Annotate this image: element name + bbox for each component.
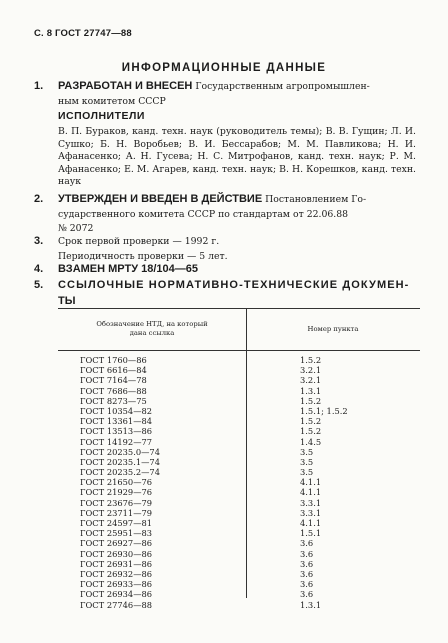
item-5-heading: ССЫЛОЧНЫЕ НОРМАТИВНО-ТЕХНИЧЕСКИЕ ДОКУМЕН- [58, 279, 410, 291]
table-cell-document: ГОСТ 23676—79 [80, 497, 153, 508]
table-cell-item: 4.1.1 [300, 518, 322, 528]
table-cell-item: 3.6 [300, 558, 314, 569]
table-cell-document: ГОСТ 1760—86 [80, 355, 147, 365]
table-cell-document: ГОСТ 20235.2—74 [80, 467, 160, 478]
table-header-document [58, 320, 246, 338]
item-1-number: 1. [34, 80, 44, 92]
executors-list: В. П. Бураков, канд. техн. наук (руководитель темы); В. В. Гущин; Л. И. Сушко; Б. Н. Воробьев; В. И. Бессарабов; М. М. Павликова; Н. И. Афанасенко; А. Н. Гусева; Н. С. Митрофанов, канд. техн. наук; Р. М. Афанасенко; Е. М. Агарев, канд. техн. наук; В. Н. Корешков, канд. техн. наук [58, 126, 416, 188]
table-cell-document: ГОСТ 21929—76 [80, 487, 153, 498]
item-1-heading: РАЗРАБОТАН И ВНЕСЕН [58, 80, 193, 92]
table-cell-item: 3.3.1 [300, 507, 322, 518]
table-cell-item: 3.2.1 [300, 375, 322, 386]
item-5-number: 5. [34, 279, 44, 291]
table-cell-document: ГОСТ 20235.1—74 [80, 456, 160, 467]
table-cell-document: ГОСТ 23711—79 [80, 507, 153, 518]
section-title: ИНФОРМАЦИОННЫЕ ДАННЫЕ [121, 62, 327, 74]
item-1-text: Государственным агропромышлен- [195, 81, 370, 92]
table-column-divider [246, 308, 247, 598]
table-header-border [58, 350, 420, 351]
table-cell-document: ГОСТ 26934—86 [80, 589, 153, 600]
table-header-document-line2: дана ссылка [129, 329, 175, 337]
item-3-line2: Периодичность проверки — 5 лет. [58, 250, 228, 262]
item-3 [34, 234, 418, 264]
table-cell-item: 1.5.1; 1.5.2 [300, 405, 348, 416]
table-cell-document: ГОСТ 13361—84 [80, 416, 153, 427]
table-cell-document: ГОСТ 27746—88 [80, 599, 153, 610]
table-cell-item: 3.2.1 [300, 365, 322, 376]
table-cell-item: 3.6 [300, 538, 314, 549]
item-2-line2: сударственного комитета СССР по стандартам от 22.06.88 [58, 208, 349, 220]
table-top-border [58, 308, 420, 309]
item-1 [34, 79, 418, 109]
table-cell-item: 1.5.2 [300, 426, 322, 437]
item-2-number: 2. [34, 193, 44, 205]
item-2-text: Постановлением Го- [265, 194, 367, 205]
table-cell-item: 1.5.2 [300, 395, 322, 406]
table-cell-item: 4.1.1 [300, 477, 322, 488]
table-cell-item: 3.6 [300, 548, 314, 559]
table-cell-item: 1.5.1 [300, 528, 322, 539]
table-cell-item: 1.5.2 [300, 355, 322, 365]
table-cell-document: ГОСТ 8273—75 [80, 395, 147, 406]
table-cell-item: 1.3.1 [300, 599, 322, 610]
item-4 [34, 262, 418, 278]
table-cell-document: ГОСТ 24597—81 [80, 518, 153, 528]
table-cell-item: 3.5 [300, 446, 314, 457]
table-cell-document: ГОСТ 26933—86 [80, 579, 153, 590]
table-cell-document: ГОСТ 21650—76 [80, 477, 153, 488]
references-table [58, 308, 420, 610]
table-cell-item: 3.5 [300, 456, 314, 467]
table-cell-document: ГОСТ 20235.0—74 [80, 446, 160, 457]
page-header: С. 8 ГОСТ 27747—88 [34, 28, 132, 39]
table-cell-item: 3.6 [300, 568, 314, 579]
table-cell-document: ГОСТ 14192—77 [80, 436, 153, 447]
table-cell-document: ГОСТ 26927—86 [80, 538, 153, 549]
table-cell-item: 4.1.1 [300, 487, 322, 498]
table-cell-item: 3.3.1 [300, 497, 322, 508]
table-cell-item: 1.5.2 [300, 416, 322, 427]
table-cell-document: ГОСТ 26930—86 [80, 548, 153, 559]
item-3-line1: Срок первой проверки — 1992 г. [58, 236, 220, 247]
item-1-text-cont: ным комитетом СССР [58, 95, 166, 107]
table-cell-item: 3.6 [300, 589, 314, 600]
table-cell-document: ГОСТ 25951—83 [80, 528, 153, 539]
table-cell-item: 1.3.1 [300, 385, 322, 396]
table-cell-document: ГОСТ 7686—88 [80, 385, 147, 396]
item-4-number: 4. [34, 263, 44, 275]
table-cell-item: 3.6 [300, 579, 314, 590]
item-2-line3: № 2072 [58, 223, 94, 234]
item-5 [34, 278, 418, 308]
item-5-heading-cont: ТЫ [58, 294, 76, 307]
table-column-items [300, 355, 348, 610]
executors-heading: ИСПОЛНИТЕЛИ [58, 110, 145, 122]
item-2-heading: УТВЕРЖДЕН И ВВЕДЕН В ДЕЙСТВИЕ [58, 193, 263, 205]
table-cell-document: ГОСТ 26932—86 [80, 568, 153, 579]
item-3-number: 3. [34, 235, 44, 247]
table-cell-item: 3.5 [300, 467, 314, 478]
table-cell-document: ГОСТ 7164—78 [80, 375, 147, 386]
table-header-item: Номер пункта [307, 325, 359, 333]
item-4-text: ВЗАМЕН МРТУ 18/104—65 [58, 263, 198, 275]
table-cell-document: ГОСТ 10354—82 [80, 405, 153, 416]
table-cell-item: 1.4.5 [300, 436, 322, 447]
table-cell-document: ГОСТ 6616—84 [80, 365, 147, 376]
table-header-document-line1: Обозначение НТД, на который [96, 320, 208, 328]
table-column-documents [80, 355, 160, 610]
table-cell-document: ГОСТ 26931—86 [80, 558, 153, 569]
item-2 [34, 192, 418, 237]
table-cell-document: ГОСТ 13513—86 [80, 426, 153, 437]
